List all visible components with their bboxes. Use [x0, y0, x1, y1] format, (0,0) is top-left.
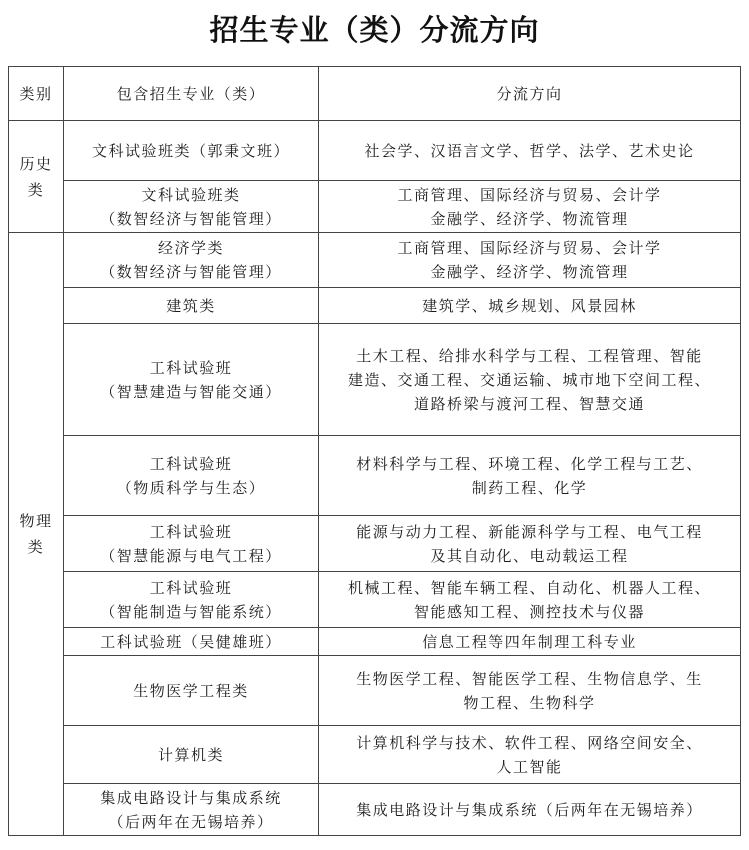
table-header-row — [9, 67, 741, 121]
direction-line: 及其自动化、电动载运工程 — [430, 546, 629, 565]
direction-cell — [319, 324, 741, 436]
table-row — [9, 726, 741, 784]
direction-line: 工商管理、国际经济与贸易、会计学 — [397, 185, 662, 204]
table-row — [9, 436, 741, 516]
direction-cell — [319, 628, 741, 656]
header-category: 类别 — [9, 67, 64, 121]
major-line: 工科试验班 — [149, 578, 233, 597]
direction-line: 社会学、汉语言文学、哲学、法学、艺术史论 — [364, 141, 695, 160]
direction-line: 生物医学工程、智能医学工程、生物信息学、生 — [356, 669, 703, 688]
direction-line: 智能感知工程、测控技术与仪器 — [413, 602, 645, 621]
direction-cell — [319, 181, 741, 233]
table-row — [9, 656, 741, 726]
direction-line: 道路桥梁与渡河工程、智慧交通 — [413, 394, 645, 413]
direction-cell — [319, 572, 741, 628]
major-line: （后两年在无锡培养） — [108, 812, 274, 831]
direction-cell — [319, 784, 741, 836]
table-row — [9, 572, 741, 628]
table-row — [9, 324, 741, 436]
major-line: （数智经济与智能管理） — [100, 209, 282, 228]
major-line: 建筑类 — [166, 296, 216, 315]
major-line: 文科试验班类（郭秉文班） — [91, 141, 290, 160]
direction-line: 机械工程、智能车辆工程、自动化、机器人工程、 — [347, 578, 711, 597]
major-cell — [64, 784, 319, 836]
major-cell — [64, 656, 319, 726]
category-line: 类 — [27, 180, 45, 199]
direction-line: 计算机科学与技术、软件工程、网络空间安全、 — [356, 733, 703, 752]
table-row — [9, 288, 741, 324]
major-line: 经济学类 — [157, 239, 224, 257]
direction-line: 土木工程、给排水科学与工程、工程管理、智能 — [356, 346, 703, 365]
direction-cell — [319, 516, 741, 572]
page-title: 招生专业（类）分流方向 — [209, 13, 540, 47]
direction-line: 金融学、经济学、物流管理 — [430, 209, 629, 228]
major-cell — [64, 181, 319, 233]
category-line: 物理 — [19, 512, 53, 530]
direction-line: 信息工程等四年制理工科专业 — [422, 632, 637, 651]
major-cell — [64, 121, 319, 181]
table-row — [9, 181, 741, 233]
major-line: （数智经济与智能管理） — [100, 263, 282, 281]
major-cell — [64, 324, 319, 436]
major-line: 工科试验班 — [149, 454, 233, 473]
direction-line: 集成电路设计与集成系统（后两年在无锡培养） — [356, 800, 703, 819]
major-line: 工科试验班 — [149, 358, 233, 377]
direction-line: 建造、交通工程、交通运输、城市地下空间工程、 — [347, 370, 711, 389]
major-line: （物质科学与生态） — [116, 478, 266, 497]
direction-line: 物工程、生物科学 — [463, 693, 596, 712]
direction-cell — [319, 233, 741, 288]
major-cell — [64, 436, 319, 516]
major-cell — [64, 233, 319, 288]
major-line: 计算机类 — [157, 745, 224, 764]
direction-line: 人工智能 — [496, 757, 563, 776]
major-line: 工科试验班 — [149, 522, 233, 541]
direction-cell — [319, 288, 741, 324]
direction-cell — [319, 121, 741, 181]
table-row — [9, 121, 741, 181]
direction-line: 金融学、经济学、物流管理 — [430, 263, 629, 281]
major-line: 集成电路设计与集成系统 — [100, 788, 282, 807]
direction-line: 工商管理、国际经济与贸易、会计学 — [397, 239, 662, 257]
category-cell — [9, 121, 64, 233]
table-row — [9, 233, 741, 288]
major-line: （智慧建造与智能交通） — [100, 382, 282, 401]
category-line: 类 — [27, 538, 45, 556]
direction-cell — [319, 726, 741, 784]
major-line: （智慧能源与电气工程） — [100, 546, 282, 565]
table-row — [9, 784, 741, 836]
header-directions: 分流方向 — [319, 67, 741, 121]
majors-table — [8, 66, 741, 836]
major-cell — [64, 288, 319, 324]
major-cell — [64, 516, 319, 572]
major-line: （智能制造与智能系统） — [100, 602, 282, 621]
direction-cell — [319, 656, 741, 726]
direction-line: 制药工程、化学 — [471, 478, 588, 497]
header-majors: 包含招生专业（类） — [64, 67, 319, 121]
table-row — [9, 628, 741, 656]
major-cell — [64, 628, 319, 656]
major-line: 生物医学工程类 — [133, 681, 249, 700]
direction-line: 建筑学、城乡规划、风景园林 — [422, 296, 637, 315]
direction-line: 能源与动力工程、新能源科学与工程、电气工程 — [356, 522, 703, 541]
major-line: 工科试验班（吴健雄班） — [100, 632, 282, 651]
major-cell — [64, 572, 319, 628]
direction-cell — [319, 436, 741, 516]
direction-line: 材料科学与工程、环境工程、化学工程与工艺、 — [356, 454, 703, 473]
category-line: 历史 — [19, 154, 53, 173]
major-cell — [64, 726, 319, 784]
major-line: 文科试验班类 — [141, 185, 241, 204]
table-row — [9, 516, 741, 572]
category-cell — [9, 233, 64, 836]
